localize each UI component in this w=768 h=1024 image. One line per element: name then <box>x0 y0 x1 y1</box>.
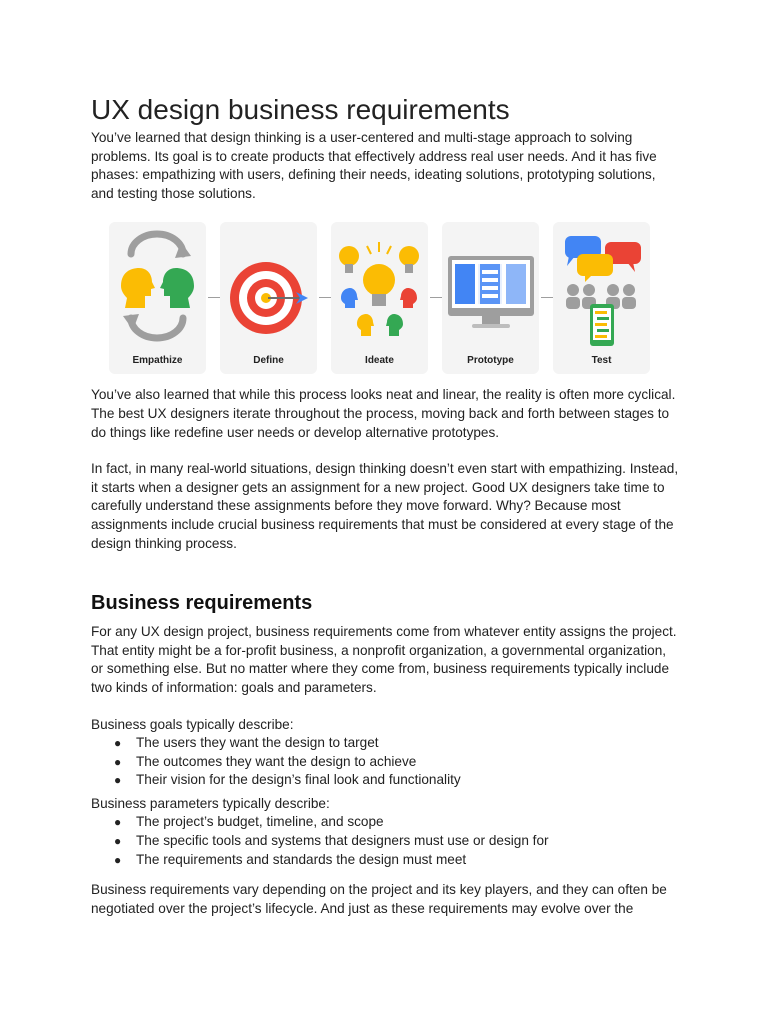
cyclical-paragraph: You’ve also learned that while this process looks neat and linear, the reality is often more cyclical. The best UX designers iterate throughout the process, moving back and forth between stages to do things like redefine user needs or develop alternative prototypes. <box>91 387 676 440</box>
bullet: ● <box>114 754 122 769</box>
list-item-text: The outcomes they want the design to achieve <box>136 753 417 769</box>
target-icon <box>220 222 317 374</box>
bullet: ● <box>114 815 122 830</box>
phase-label: Prototype <box>467 355 514 367</box>
vary-paragraph: Business requirements vary depending on the project and its key players, and they can often be negotiated over the project’s lifecycle. And just as these requirements may evolve over the <box>91 882 667 916</box>
phase-card-define <box>220 222 317 374</box>
bullet: ● <box>114 852 122 867</box>
in-fact-paragraph: In fact, in many real-world situations, design thinking doesn’t even start with empathizing. Instead, it starts when a designer gets an assignment for a new project. Good UX designers take time to carefully understand these assignments before they move forward. Why? Because most assignments include crucial business requirements that must be considered at every stage of the design thinking process. <box>91 461 679 551</box>
bullet: ● <box>114 834 122 849</box>
goals-intro: Business goals typically describe: <box>91 716 294 732</box>
list-item <box>91 753 681 772</box>
params-intro: Business parameters typically describe: <box>91 795 330 811</box>
intro-paragraph: You’ve learned that design thinking is a user-centered and multi-stage approach to solving problems. Its goal is to create products that effectively address real user needs. And it has five phases: empathizing with users, defining their needs, ideating solutions, prototyping solutions, and testing those solutions. <box>91 130 657 201</box>
phase-label: Empathize <box>132 355 183 367</box>
phase-label: Test <box>591 355 612 367</box>
page-title: UX design business requirements <box>91 94 510 125</box>
empathize-icon <box>109 222 206 374</box>
phase-label: Ideate <box>365 355 394 367</box>
list-item <box>91 734 681 753</box>
phase-label: Define <box>253 355 284 367</box>
list-item-text: Their vision for the design’s final look and functionality <box>136 772 461 788</box>
list-item <box>91 771 681 790</box>
phase-card-ideate <box>331 222 428 374</box>
list-item <box>91 813 681 832</box>
list-item-text: The specific tools and systems that designers must use or design for <box>136 833 549 849</box>
list-item-text: The users they want the design to target <box>136 735 379 751</box>
list-item <box>91 832 681 851</box>
document-content <box>91 95 681 918</box>
bullet: ● <box>114 773 122 788</box>
list-item-text: The project’s budget, timeline, and scope <box>136 814 384 830</box>
phase-card-prototype <box>442 222 539 374</box>
design-thinking-diagram <box>109 222 654 374</box>
lightbulb-icon <box>331 222 428 374</box>
list-item <box>91 851 681 870</box>
monitor-icon <box>442 222 539 374</box>
goals-list <box>91 734 681 790</box>
phase-card-empathize <box>109 222 206 374</box>
any-project-paragraph: For any UX design project, business requirements come from whatever entity assigns the project. That entity might be a for-profit business, a nonprofit organization, a governmental organization, or something else. But no matter where they come from, business requirements typically include two kinds of information: goals and parameters. <box>91 624 677 695</box>
section-heading: Business requirements <box>91 592 313 615</box>
bullet: ● <box>114 736 122 751</box>
phase-card-test <box>553 222 650 374</box>
list-item-text: The requirements and standards the design must meet <box>136 851 467 867</box>
chat-bubbles-icon <box>553 222 650 374</box>
params-list <box>91 813 681 869</box>
